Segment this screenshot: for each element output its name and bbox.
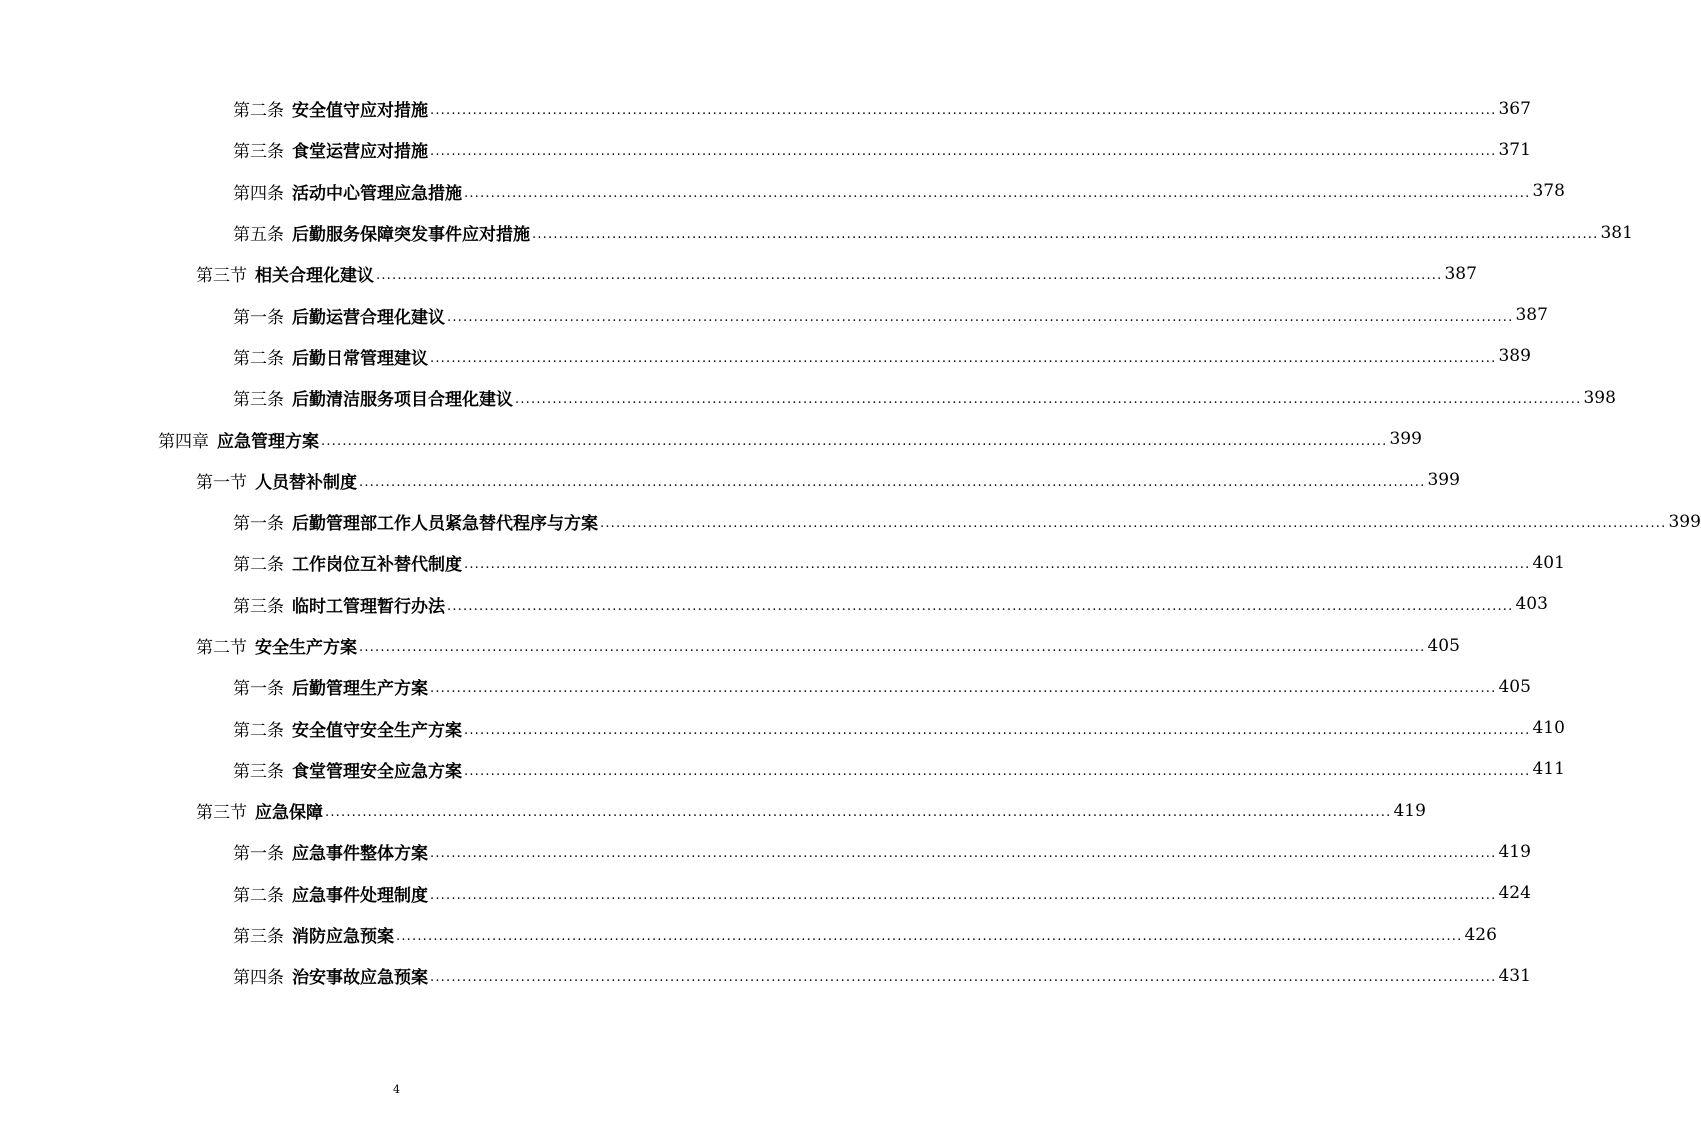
toc-entry[interactable]: [0, 625, 1460, 666]
toc-entry-title: 后勤运营合理化建议: [292, 307, 445, 328]
toc-entry-page: 398: [1583, 387, 1616, 408]
toc-entry-prefix: 第三条: [233, 596, 284, 617]
toc-entry-prefix: 第三条: [233, 927, 284, 948]
toc-entry-prefix: 第一节: [196, 472, 247, 493]
toc-entry[interactable]: [0, 707, 1565, 748]
toc-entry-title: 后勤管理生产方案: [292, 679, 428, 700]
toc-entry-title: 后勤日常管理建议: [292, 348, 428, 369]
toc-entry-prefix: 第三条: [233, 390, 284, 411]
toc-entry-page: 371: [1498, 139, 1531, 160]
toc-entry-page: 387: [1444, 263, 1477, 284]
page-number: 4: [393, 1083, 400, 1096]
toc-entry-prefix: 第四条: [233, 968, 284, 989]
toc-entry-title: 消防应急预案: [292, 927, 394, 948]
toc-entry-page: 387: [1515, 305, 1548, 326]
toc-leader-dots: ........................................................................................................................................................................................................: [532, 227, 1599, 243]
toc-leader-dots: ........................................................................................................................................................................................................: [396, 929, 1463, 945]
toc-leader-dots: ........................................................................................................................................................................................................: [325, 805, 1392, 821]
toc-leader-dots: ........................................................................................................................................................................................................: [321, 433, 1388, 449]
toc-entry-page: 399: [1389, 429, 1422, 450]
toc-entry-page: 399: [1427, 470, 1460, 491]
toc-entry-page: 410: [1532, 718, 1565, 739]
toc-entry-prefix: 第二节: [196, 638, 247, 658]
toc-entry-page: 426: [1464, 924, 1497, 945]
toc-leader-dots: ........................................................................................................................................................................................................: [600, 516, 1667, 532]
toc-entry-prefix: 第二条: [233, 555, 284, 576]
toc-entry-prefix: 第四章: [158, 431, 209, 452]
toc-leader-dots: ........................................................................................................................................................................................................: [464, 185, 1531, 201]
toc-entry[interactable]: [0, 790, 1426, 831]
toc-entry-page: 431: [1498, 965, 1531, 986]
toc-entry-title: 应急事件处理制度: [292, 885, 428, 906]
toc-entry-title: 食堂管理安全应急方案: [292, 761, 462, 782]
toc-entry-title: 治安事故应急预案: [292, 968, 428, 989]
toc-entry[interactable]: [0, 501, 1701, 542]
toc-entry-title: 人员替补制度: [255, 472, 357, 493]
toc-entry-page: 419: [1498, 841, 1531, 862]
toc-entry-prefix: 第三条: [233, 142, 284, 163]
toc-entry[interactable]: [0, 873, 1531, 914]
toc-entry[interactable]: [0, 88, 1531, 129]
toc-leader-dots: ........................................................................................................................................................................................................: [430, 970, 1497, 986]
toc-entry-title: 安全生产方案: [255, 638, 357, 658]
toc-entry-prefix: 第一条: [233, 514, 284, 535]
toc-entry[interactable]: [0, 542, 1565, 583]
toc-entry[interactable]: [0, 666, 1531, 707]
toc-leader-dots: ........................................................................................................................................................................................................: [464, 557, 1531, 573]
toc-entry-title: 食堂运营应对措施: [292, 142, 428, 163]
toc-entry[interactable]: [0, 955, 1531, 996]
toc-leader-dots: ........................................................................................................................................................................................................: [376, 268, 1443, 284]
toc-leader-dots: ........................................................................................................................................................................................................: [430, 681, 1497, 697]
toc-entry-title: 应急事件整体方案: [292, 844, 428, 865]
toc-entry-title: 后勤管理部工作人员紧急替代程序与方案: [292, 514, 598, 535]
toc-entry-prefix: 第五条: [233, 225, 284, 246]
toc-entry-title: 应急管理方案: [217, 431, 319, 452]
toc-entry-title: 临时工管理暂行办法: [292, 596, 445, 617]
toc-entry[interactable]: [0, 294, 1548, 335]
toc-entry-page: 424: [1498, 883, 1531, 904]
toc-entry-prefix: 第三条: [233, 761, 284, 782]
toc-entry-prefix: 第一条: [233, 307, 284, 328]
toc-leader-dots: ........................................................................................................................................................................................................: [430, 350, 1497, 366]
toc-entry-title: 安全值守应对措施: [292, 101, 428, 122]
toc-entry[interactable]: [0, 171, 1565, 212]
toc-entry[interactable]: [0, 253, 1477, 294]
toc-entry[interactable]: [0, 584, 1548, 625]
toc-entry-title: 相关合理化建议: [255, 266, 374, 287]
toc-entry[interactable]: [0, 129, 1531, 170]
toc-entry-title: 安全值守安全生产方案: [292, 720, 462, 741]
toc-entry[interactable]: [0, 831, 1531, 872]
toc-entry-prefix: 第二条: [233, 348, 284, 369]
toc-leader-dots: ........................................................................................................................................................................................................: [430, 887, 1497, 903]
toc-entry[interactable]: [0, 749, 1565, 790]
toc-entry-page: 411: [1532, 759, 1565, 780]
toc-leader-dots: ........................................................................................................................................................................................................: [464, 763, 1531, 779]
toc-entry[interactable]: [0, 460, 1460, 501]
toc-entry-page: 381: [1600, 222, 1633, 243]
toc-leader-dots: ........................................................................................................................................................................................................: [359, 474, 1426, 490]
table-of-contents: [0, 88, 1701, 997]
toc-entry-prefix: 第一条: [233, 844, 284, 865]
toc-entry-page: 367: [1498, 98, 1531, 119]
toc-entry-prefix: 第二条: [233, 101, 284, 122]
toc-entry-page: 401: [1532, 552, 1565, 573]
toc-entry-prefix: 第四条: [233, 183, 284, 204]
toc-entry-prefix: 第三节: [196, 266, 247, 287]
toc-entry-prefix: 第一条: [233, 679, 284, 700]
toc-entry-page: 403: [1515, 594, 1548, 615]
toc-entry[interactable]: [0, 377, 1616, 418]
toc-leader-dots: ........................................................................................................................................................................................................: [430, 103, 1497, 119]
toc-entry[interactable]: [0, 336, 1531, 377]
toc-entry-title: 后勤清洁服务项目合理化建议: [292, 390, 513, 411]
toc-entry[interactable]: [0, 212, 1633, 253]
toc-entry-prefix: 第三节: [196, 803, 247, 824]
toc-entry-title: 后勤服务保障突发事件应对措施: [292, 225, 530, 246]
toc-entry-title: 活动中心管理应急措施: [292, 183, 462, 204]
toc-leader-dots: ........................................................................................................................................................................................................: [430, 144, 1497, 160]
toc-entry-page: 405: [1498, 676, 1531, 697]
toc-entry-prefix: 第二条: [233, 885, 284, 906]
toc-leader-dots: ........................................................................................................................................................................................................: [447, 598, 1514, 614]
toc-entry-page: 378: [1532, 181, 1565, 202]
toc-leader-dots: ........................................................................................................................................................................................................: [359, 640, 1426, 655]
toc-leader-dots: ........................................................................................................................................................................................................: [515, 392, 1582, 408]
toc-entry-title: 应急保障: [255, 803, 323, 824]
toc-leader-dots: ........................................................................................................................................................................................................: [464, 722, 1531, 738]
toc-entry[interactable]: [0, 418, 1422, 459]
toc-entry-page: 389: [1498, 346, 1531, 367]
toc-entry-title: 工作岗位互补替代制度: [292, 555, 462, 576]
toc-entry[interactable]: [0, 914, 1497, 955]
toc-leader-dots: ........................................................................................................................................................................................................: [430, 846, 1497, 862]
toc-entry-page: 405: [1427, 635, 1460, 656]
toc-leader-dots: ........................................................................................................................................................................................................: [447, 309, 1514, 325]
toc-entry-prefix: 第二条: [233, 720, 284, 741]
toc-entry-page: 419: [1393, 800, 1426, 821]
toc-entry-page: 399: [1668, 511, 1701, 532]
